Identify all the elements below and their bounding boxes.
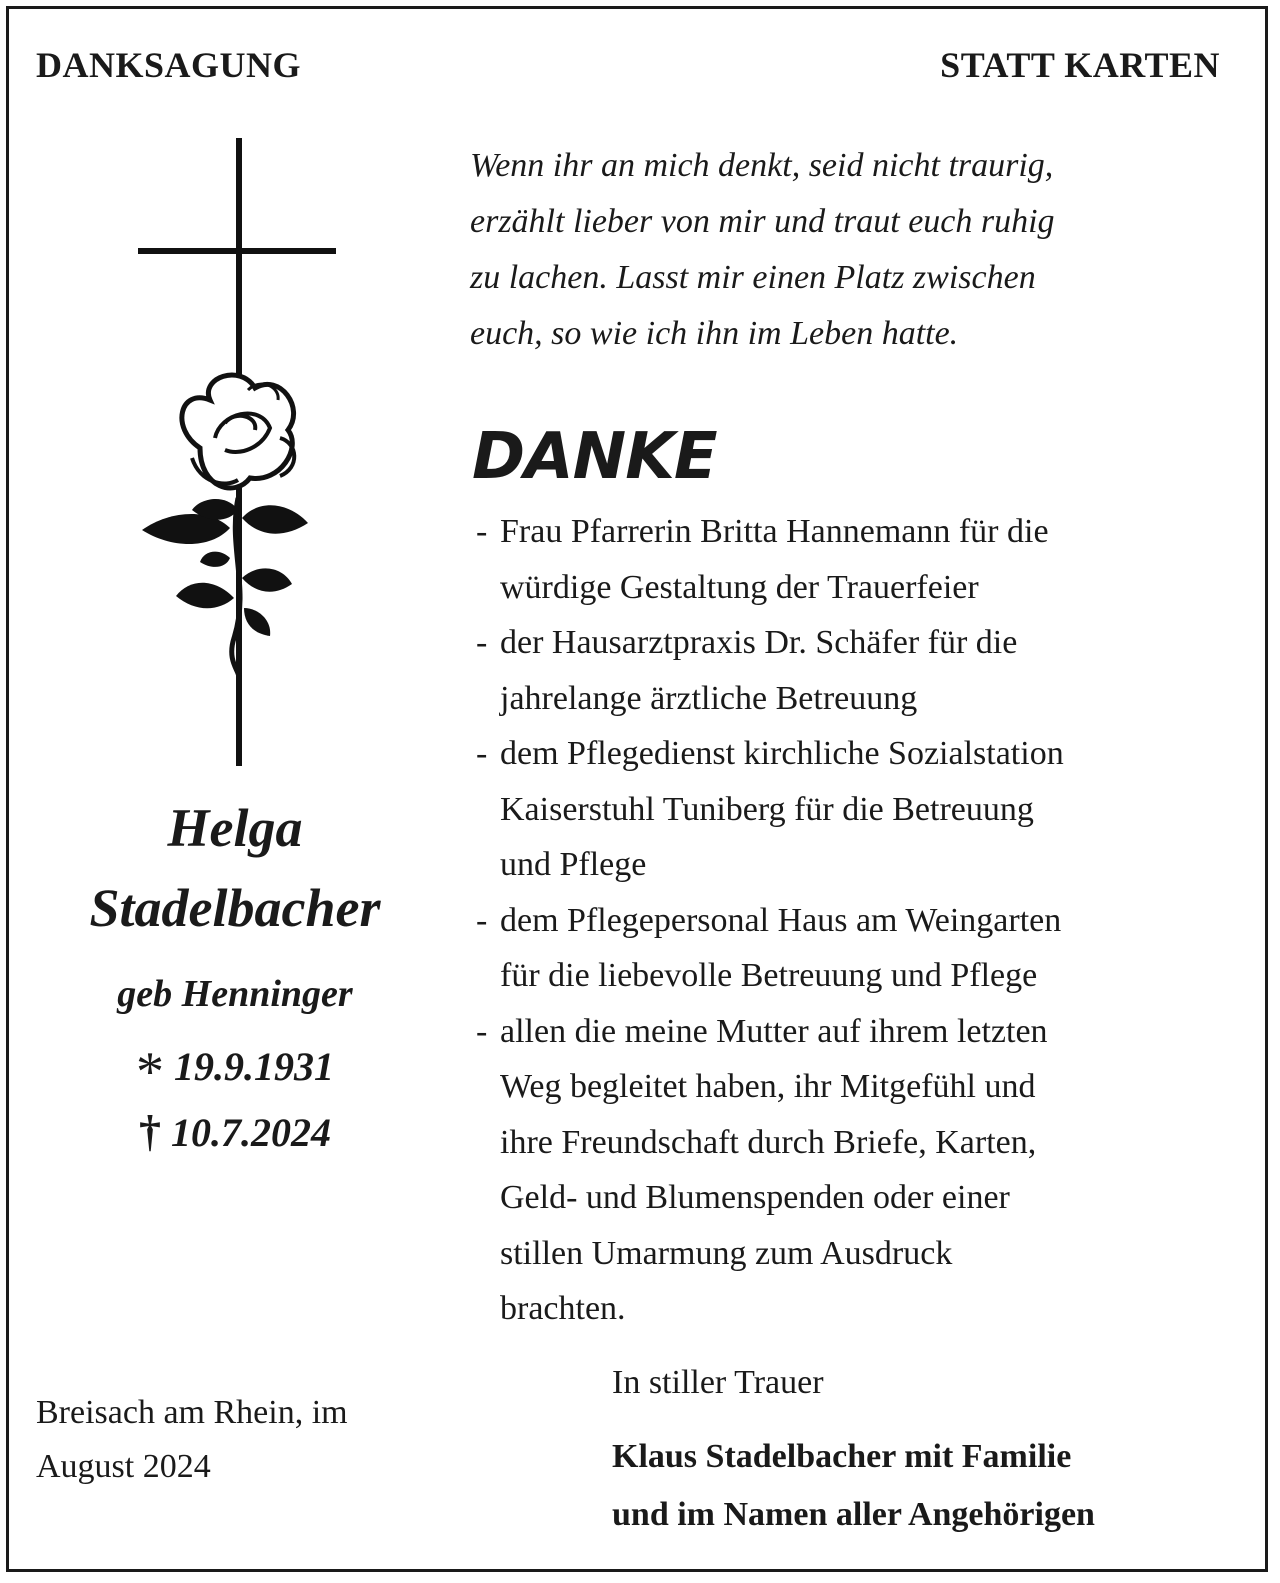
- place-line: Breisach am Rhein, im: [36, 1394, 348, 1431]
- list-item-line: für die liebevolle Betreuung und Pflege: [500, 957, 1038, 994]
- header-right: STATT KARTEN: [940, 45, 1220, 85]
- quote-line: zu lachen. Lasst mir einen Platz zwischen: [470, 259, 1036, 296]
- list-dash: -: [476, 513, 488, 550]
- list-item-line: jahrelange ärztliche Betreuung: [500, 679, 918, 717]
- rose-icon: [142, 375, 308, 678]
- list-dash: -: [476, 735, 488, 772]
- list-item-line: ihre Freundschaft durch Briefe, Karten,: [500, 1123, 1037, 1161]
- deceased-maiden-name: geb Henninger: [117, 973, 353, 1015]
- list-item-line: allen die meine Mutter auf ihrem letzten: [500, 1012, 1048, 1050]
- list-item-line: Geld- und Blumenspenden oder einer: [500, 1179, 1010, 1216]
- list-item-line: Weg begleitet haben, ihr Mitgefühl und: [500, 1068, 1036, 1105]
- thanks-title: DANKE: [472, 420, 717, 494]
- birth-row: [30, 1040, 440, 1104]
- quote-line: euch, so wie ich ihn im Leben hatte.: [470, 315, 959, 352]
- list-dash: -: [476, 1012, 488, 1050]
- list-dash: -: [476, 624, 488, 661]
- list-item-line: und Pflege: [500, 846, 647, 883]
- list-item-line: brachten.: [500, 1290, 626, 1327]
- list-dash: -: [476, 901, 488, 939]
- death-row: [30, 1106, 440, 1157]
- deceased-first-name: Helga: [167, 798, 303, 858]
- list-item-line: dem Pflegedienst kirchliche Sozialstation: [500, 735, 1064, 772]
- list-item: [476, 726, 1236, 893]
- signer-line: und im Namen aller Angehörigen: [612, 1496, 1095, 1533]
- quote-line: erzählt lieber von mir und traut euch ruhig: [470, 203, 1055, 240]
- cross-icon: [130, 138, 350, 768]
- list-item: [476, 615, 1236, 726]
- list-item-line: würdige Gestaltung der Trauerfeier: [500, 568, 979, 606]
- thanks-list: [476, 504, 1236, 1337]
- birth-star-icon: *: [136, 1041, 164, 1103]
- list-item-line: dem Pflegepersonal Haus am Weingarten: [500, 901, 1062, 939]
- death-cross-icon: †: [139, 1107, 161, 1156]
- list-item: [476, 1004, 1236, 1337]
- list-item: [476, 504, 1236, 615]
- header-left: DANKSAGUNG: [36, 45, 302, 85]
- quote-line: Wenn ihr an mich denkt, seid nicht traurig,: [470, 147, 1054, 184]
- list-item-line: stillen Umarmung zum Ausdruck: [500, 1234, 953, 1272]
- deceased-last-name: Stadelbacher: [89, 878, 381, 938]
- signers: [612, 1428, 1095, 1544]
- list-item-line: Frau Pfarrerin Britta Hannemann für die: [500, 513, 1049, 550]
- place-date: [36, 1386, 348, 1494]
- death-date: 10.7.2024: [171, 1110, 331, 1155]
- signer-line: Klaus Stadelbacher mit Familie: [612, 1438, 1072, 1475]
- birth-date: 19.9.1931: [174, 1044, 334, 1089]
- list-item-line: der Hausarztpraxis Dr. Schäfer für die: [500, 624, 1018, 661]
- memorial-quote: [470, 138, 1230, 362]
- list-item-line: Kaiserstuhl Tuniberg für die Betreuung: [500, 790, 1034, 828]
- place-line: August 2024: [36, 1448, 211, 1485]
- sorrow-line: In stiller Trauer: [612, 1364, 824, 1401]
- list-item: [476, 893, 1236, 1004]
